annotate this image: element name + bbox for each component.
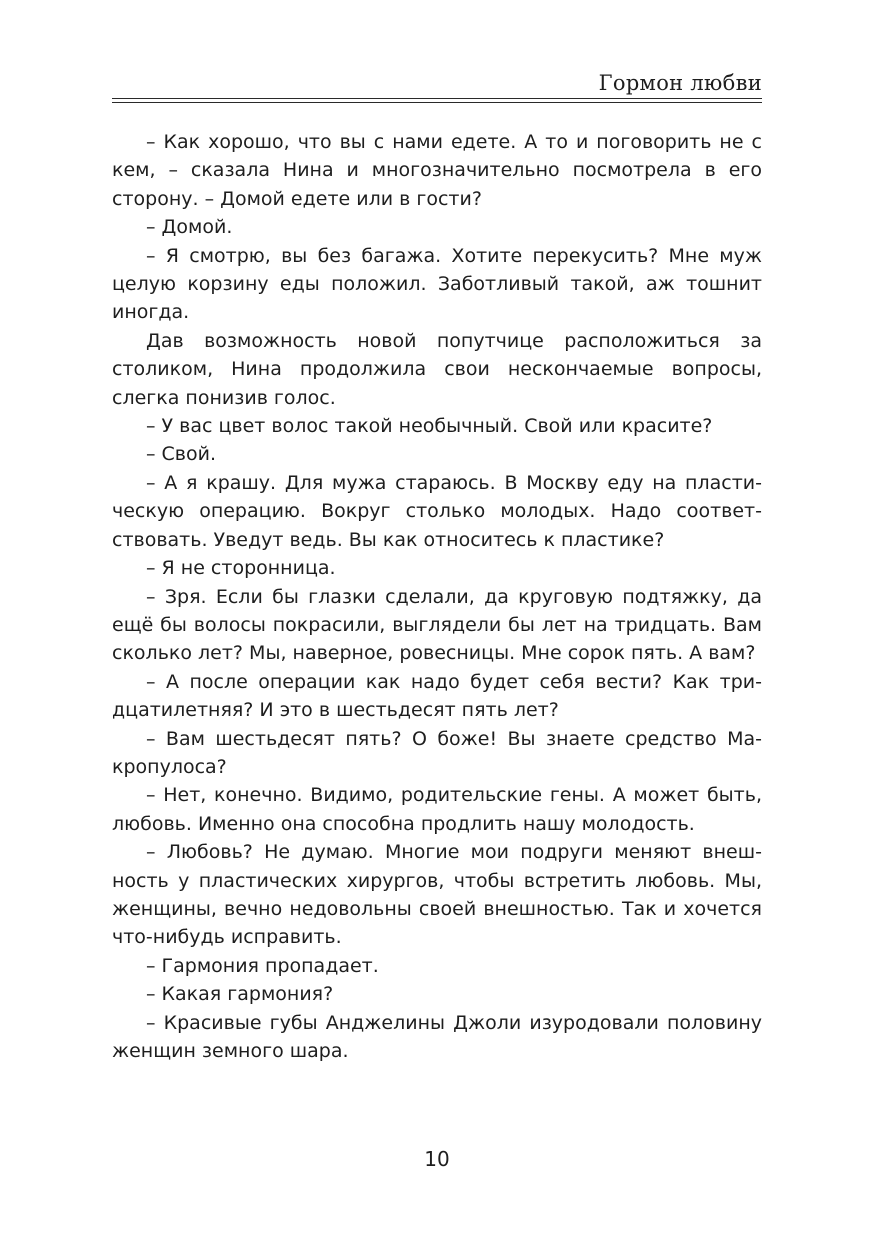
body-text: [112, 128, 762, 1065]
paragraph: – А я крашу. Для мужа стараюсь. В Москву еду на пластическую операцию. Вокруг столько молодых. Надо соответствовать. Уведут ведь. Вы как относитесь к пластике?: [112, 471, 762, 551]
paragraph: Дав возможность новой попутчице расположиться за столиком, Нина продолжила свои нескончаемые вопросы, слегка понизив голос.: [112, 329, 762, 409]
paragraph: – Я смотрю, вы без багажа. Хотите перекусить? Мне муж целую корзину еды положил. Заботливый такой, аж тошнит иногда.: [112, 244, 762, 324]
paragraph: – Я не сторонница.: [146, 557, 336, 580]
paragraph: – Гармония пропадает.: [146, 954, 379, 977]
paragraph: – Вам шестьдесят пять? О боже! Вы знаете средство Макропулоса?: [112, 727, 762, 778]
paragraph: – Любовь? Не думаю. Многие мои подруги меняют внешность у пластических хирургов, чтобы встретить любовь. Мы, женщины, вечно недовольны своей внешностью. Так и хочется что-нибудь исправить.: [112, 841, 762, 949]
paragraph: – Как хорошо, что вы с нами едете. А то и поговорить не с кем, – сказала Нина и многозначительно посмотрела в его сторону. – Домой едете или в гости?: [112, 131, 762, 210]
paragraph: – Какая гармония?: [146, 983, 334, 1006]
paragraph: – Свой.: [146, 443, 217, 466]
paragraph: – Зря. Если бы глазки сделали, да круговую подтяжку, да ещё бы волосы покрасили, выглядели бы лет на тридцать. Вам сколько лет? Мы, наверное, ровесницы. Мне сорок пять. А вам?: [112, 585, 762, 665]
running-head-title: Гормон любви: [598, 71, 762, 95]
header-double-rule: [112, 98, 762, 103]
paragraph: – А после операции как надо будет себя вести? Как тридцатилетняя? И это в шестьдесят пять лет?: [112, 670, 762, 722]
page-number: 10: [424, 1147, 450, 1171]
paragraph: – Домой.: [146, 216, 233, 239]
paragraph: – У вас цвет волос такой необычный. Свой или красите?: [146, 415, 713, 438]
paragraph: – Нет, конечно. Видимо, родительские гены. А может быть, любовь. Именно она способна продлить нашу молодость.: [112, 784, 762, 835]
paragraph: – Красивые губы Анджелины Джоли изуродовали половину женщин земного шара.: [112, 1011, 762, 1062]
